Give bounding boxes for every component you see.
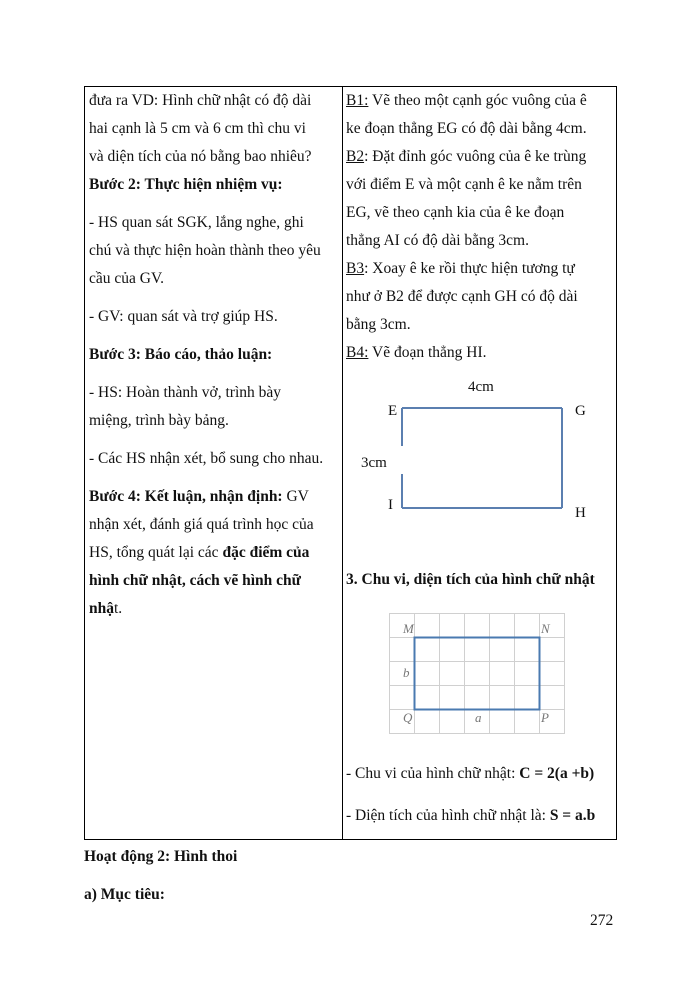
left-column bbox=[89, 87, 338, 623]
b1-line-2: ke đoạn thẳng EG có độ dài bằng 4cm. bbox=[346, 120, 587, 137]
step4-line-3: HS, tổng quát lại các đặc điểm của bbox=[89, 544, 310, 561]
activity2-heading: Hoạt động 2: Hình thoi bbox=[84, 848, 238, 865]
step2-hs-line-2: chú và thực hiện hoàn thành theo yêu bbox=[89, 242, 321, 259]
fig2-label-b: b bbox=[403, 665, 410, 680]
step3-heading: Bước 3: Báo cáo, thảo luận: bbox=[89, 346, 273, 363]
fig1-rectangle bbox=[395, 402, 565, 512]
b2-line-4: thẳng AI có độ dài bằng 3cm. bbox=[346, 232, 529, 249]
right-column bbox=[346, 87, 612, 367]
page-number: 272 bbox=[590, 912, 614, 929]
lesson-table bbox=[84, 86, 617, 840]
fig1-label-e: E bbox=[388, 403, 398, 419]
step4-line-4: hình chữ nhật, cách vẽ hình chữ bbox=[89, 572, 301, 589]
perimeter-line: - Chu vi của hình chữ nhật: C = 2(a +b) bbox=[346, 765, 595, 782]
step2-hs-line-1: - HS quan sát SGK, lắng nghe, ghi bbox=[89, 214, 304, 231]
fig1-label-g: G bbox=[575, 403, 586, 419]
section3-heading: 3. Chu vi, diện tích của hình chữ nhật bbox=[346, 571, 595, 588]
fig1-side-length: 3cm bbox=[361, 455, 387, 471]
fig2-label-m: M bbox=[403, 621, 414, 636]
fig1-label-h: H bbox=[575, 505, 586, 521]
b2-line-1: B2: Đặt đỉnh góc vuông của ê ke trùng bbox=[346, 148, 587, 165]
step3-hs-line-1: - HS: Hoàn thành vở, trình bày bbox=[89, 384, 282, 401]
fig2-label-n: N bbox=[541, 621, 550, 636]
b3-line-2: như ở B2 để được cạnh GH có độ dài bbox=[346, 288, 578, 305]
b3-line-1: B3: Xoay ê ke rồi thực hiện tương tự bbox=[346, 260, 575, 277]
step3-hs-line-2: miệng, trình bày bảng. bbox=[89, 412, 229, 429]
intro-line-2: hai cạnh là 5 cm và 6 cm thì chu vi bbox=[89, 120, 306, 137]
b3-line-3: bằng 3cm. bbox=[346, 316, 411, 333]
b2-line-3: EG, vẽ theo cạnh kia của ê ke đoạn bbox=[346, 204, 565, 221]
step3-others: - Các HS nhận xét, bổ sung cho nhau. bbox=[89, 450, 324, 467]
fig2-label-a: a bbox=[475, 710, 482, 725]
b1-line-1: B1: Vẽ theo một cạnh góc vuông của ê bbox=[346, 92, 587, 109]
area-line: - Diện tích của hình chữ nhật là: S = a.b bbox=[346, 807, 596, 824]
step2-gv: - GV: quan sát và trợ giúp HS. bbox=[89, 308, 278, 325]
b4-line: B4: Vẽ đoạn thẳng HI. bbox=[346, 344, 487, 361]
fig1-top-length: 4cm bbox=[468, 379, 494, 395]
intro-line-3: và diện tích của nó bằng bao nhiêu? bbox=[89, 148, 312, 165]
intro-line-1: đưa ra VD: Hình chữ nhật có độ dài bbox=[89, 92, 312, 109]
step4-line-2: nhận xét, đánh giá quá trình học của bbox=[89, 516, 314, 533]
step2-heading: Bước 2: Thực hiện nhiệm vụ: bbox=[89, 176, 283, 193]
fig1-label-i: I bbox=[388, 497, 393, 513]
step4-line-5: nhật. bbox=[89, 600, 123, 617]
b2-line-2: với điểm E và một cạnh ê ke nằm trên bbox=[346, 176, 582, 193]
fig2-label-q: Q bbox=[403, 710, 413, 725]
column-divider bbox=[342, 87, 343, 839]
fig2-label-p: P bbox=[541, 710, 549, 725]
objective-heading: a) Mục tiêu: bbox=[84, 886, 165, 903]
step2-hs-line-3: cầu của GV. bbox=[89, 270, 165, 287]
step4-line-1: Bước 4: Kết luận, nhận định: GV bbox=[89, 488, 309, 505]
